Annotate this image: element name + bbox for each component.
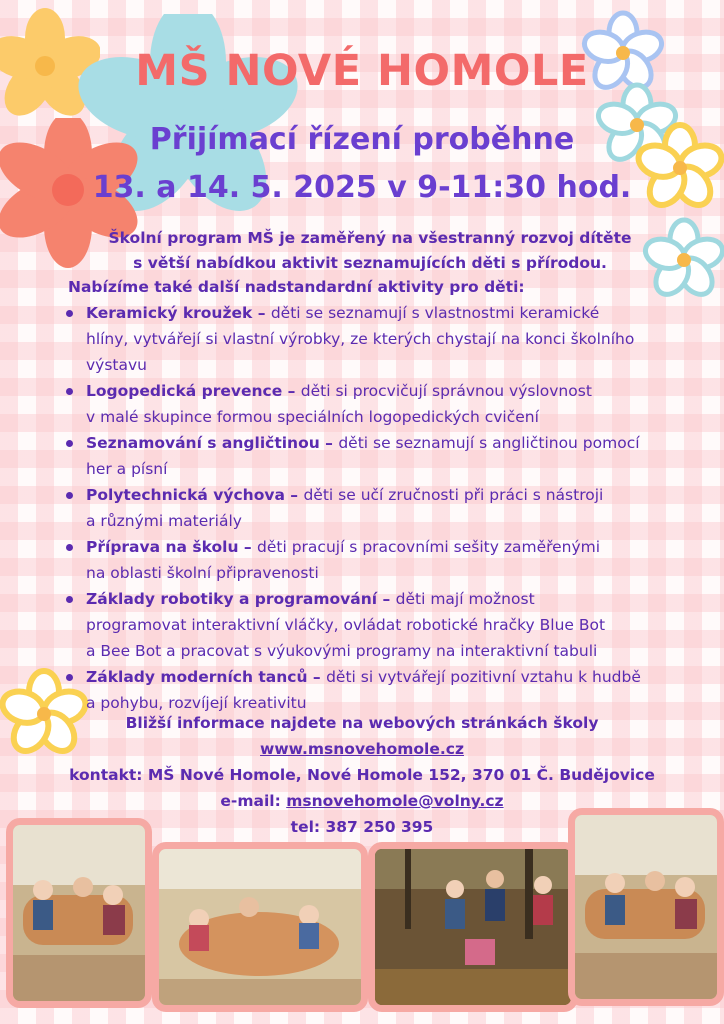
phone-number: tel: 387 250 395: [290, 818, 434, 836]
bullet-icon: [66, 544, 73, 551]
activity-name: Logopedická prevence –: [86, 382, 301, 400]
intro-line: Školní program MŠ je zaměřený na všestranný rozvoj dítěte: [108, 229, 632, 247]
intro-text: [60, 226, 680, 276]
activity-desc: a Bee Bot a pracovat s výukovými programy na interaktivní tabuli: [86, 642, 598, 660]
bullet-icon: [66, 596, 73, 603]
activity-name: Příprava na školu –: [86, 538, 258, 556]
bullet-icon: [66, 674, 73, 681]
photo-classroom-2: [152, 842, 368, 1012]
list-item: [60, 430, 700, 482]
activity-desc: hlíny, vytvářejí si vlastní výrobky, ze kterých chystají na konci školního: [86, 330, 635, 348]
activity-desc: děti si procvičují správnou výslovnost: [300, 382, 592, 400]
website-link[interactable]: www.msnovehomole.cz: [260, 740, 464, 758]
contact-address: kontakt: MŠ Nové Homole, Nové Homole 152, 370 01 Č. Budějovice: [69, 766, 655, 784]
activity-desc: děti se učí zručnosti při práci s nástroji: [303, 486, 604, 504]
activity-desc: programovat interaktivní vláčky, ovládat robotické hračky Blue Bot: [86, 616, 606, 634]
activity-desc: v malé skupince formou speciálních logopedických cvičení: [86, 408, 539, 426]
activity-desc: děti si vytvářejí pozitivní vztahu k hudbě: [326, 668, 641, 686]
list-item: [60, 586, 700, 664]
activity-name: Polytechnická výchova –: [86, 486, 304, 504]
activity-name: Základy robotiky a programování –: [86, 590, 396, 608]
page-title: MŠ NOVÉ HOMOLE: [135, 46, 589, 96]
admission-date: 13. a 14. 5. 2025 v 9-11:30 hod.: [92, 170, 632, 205]
activity-desc: a pohybu, rozvíjejí kreativitu: [86, 694, 307, 712]
activity-desc: her a písní: [86, 460, 168, 478]
photo-classroom-1: [6, 818, 152, 1008]
activity-desc: děti se seznamují s angličtinou pomocí: [338, 434, 640, 452]
activity-name: Seznamování s angličtinou –: [86, 434, 339, 452]
activities-list: [60, 300, 700, 716]
activity-desc: děti pracují s pracovními sešity zaměřenými: [257, 538, 601, 556]
email-link[interactable]: msnovehomole@volny.cz: [286, 792, 504, 810]
list-item: [60, 300, 700, 378]
list-item: [60, 482, 700, 534]
activity-name: Keramický kroužek –: [86, 304, 271, 322]
activity-desc: na oblasti školní připravenosti: [86, 564, 319, 582]
offer-heading: Nabízíme také další nadstandardní aktivity pro děti:: [68, 278, 525, 296]
bullet-icon: [66, 492, 73, 499]
photo-outdoor: [368, 842, 578, 1012]
activity-desc: děti mají možnost: [395, 590, 535, 608]
bullet-icon: [66, 310, 73, 317]
activity-desc: a různými materiály: [86, 512, 242, 530]
list-item: [60, 534, 700, 586]
list-item: [60, 664, 700, 716]
activity-desc: výstavu: [86, 356, 147, 374]
activity-name: Základy moderních tanců –: [86, 668, 327, 686]
list-item: [60, 378, 700, 430]
bullet-icon: [66, 388, 73, 395]
activity-desc: děti se seznamují s vlastnostmi keramické: [270, 304, 600, 322]
bullet-icon: [66, 440, 73, 447]
info-line: Bližší informace najdete na webových stránkách školy: [125, 714, 599, 732]
intro-line: s větší nabídkou aktivit seznamujících děti s přírodou.: [133, 254, 607, 272]
photo-classroom-3: [568, 808, 724, 1006]
admission-heading: Přijímací řízení proběhne: [149, 122, 575, 157]
email-label: e-mail:: [220, 792, 287, 810]
